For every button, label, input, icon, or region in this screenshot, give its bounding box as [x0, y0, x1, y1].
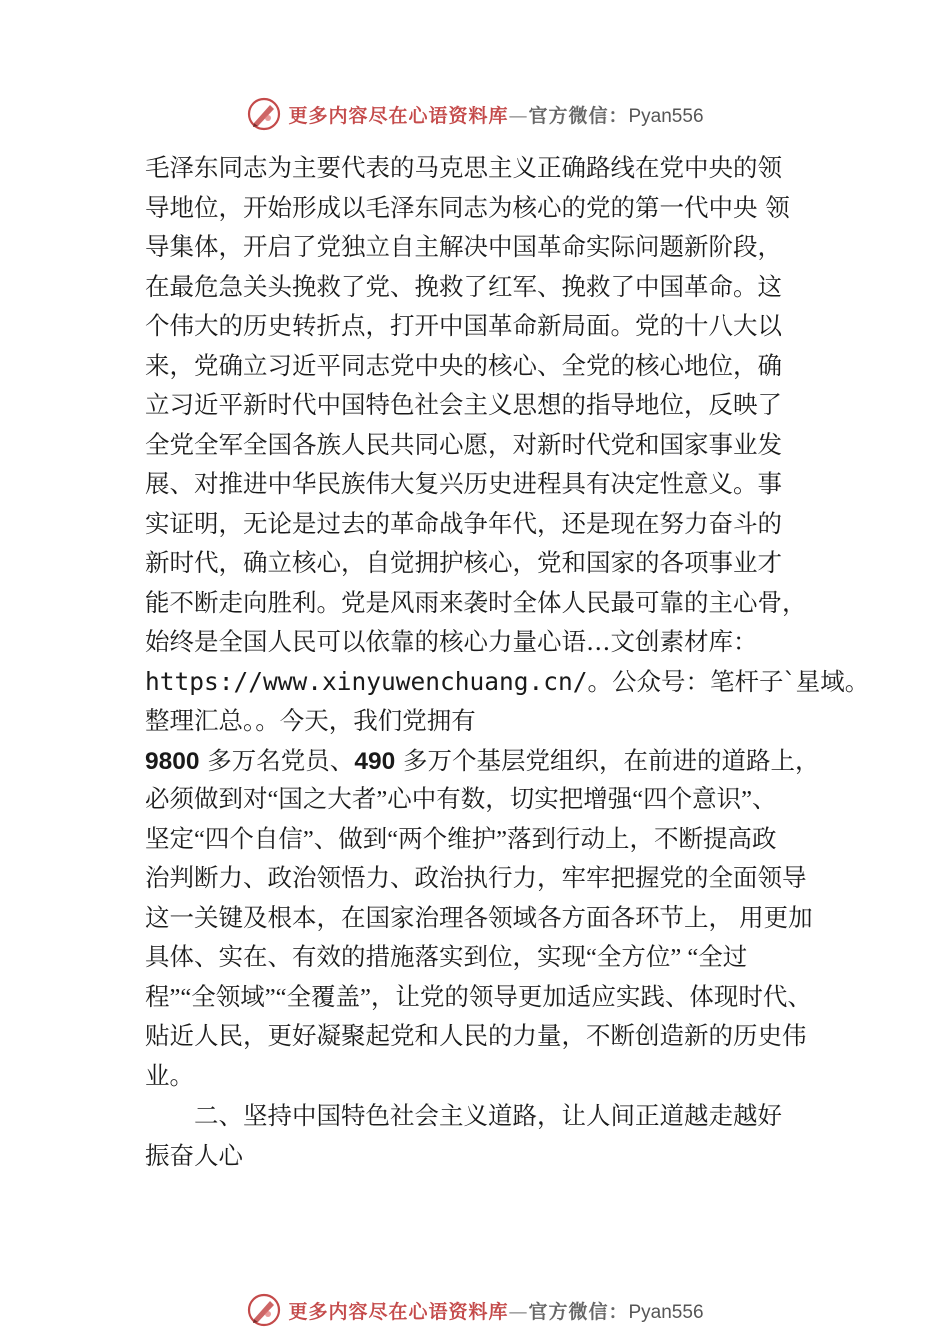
member-count: 9800	[145, 747, 200, 775]
text-line: 业。	[145, 1062, 194, 1090]
text-line: 这一关键及根本，在国家治理各领域各方面各环节上， 用更加	[145, 904, 813, 932]
header-banner	[0, 92, 950, 136]
text-line: 始终是全国人民可以依靠的核心力量心语…文创素材库：	[145, 627, 758, 656]
header-account: Pyan556	[628, 105, 704, 127]
text-line: 来，党确立习近平同志党中央的核心、全党的核心地位，确	[145, 350, 782, 380]
text-line: 整理汇总。。今天，我们党拥有	[145, 706, 476, 735]
text-line: 立习近平新时代中国特色社会主义思想的指导地位，反映了	[145, 390, 782, 419]
pen-logo-icon	[246, 96, 282, 132]
text-line: 展、对推进中华民族伟大复兴历史进程具有决定性意义。事	[145, 469, 782, 498]
text-line: 坚定“四个自信”、做到“两个维护”落到行动上，不断提高政	[145, 825, 777, 853]
source-url: https://www.xinyuwenchuang.cn/	[145, 666, 588, 696]
footer-text	[288, 1297, 703, 1324]
header-label: 官方微信：	[528, 104, 629, 127]
text-line: 振奋人心	[145, 1140, 243, 1170]
text-line: 能不断走向胜利。党是风雨来袭时全体人民最可靠的主心骨，	[145, 587, 807, 617]
header-separator: —	[508, 104, 529, 127]
text-line: 毛泽东同志为主要代表的马克思主义正确路线在党中央的领	[145, 153, 782, 182]
pen-logo-icon	[246, 1292, 282, 1328]
text-line: 新时代，确立核心，自觉拥护核心，党和国家的各项事业才	[145, 548, 782, 577]
header-text	[288, 101, 703, 128]
text-line: 二、坚持中国特色社会主义道路，让人间正道越走越好	[145, 1101, 782, 1130]
numbers-text-2: 多万个基层党组织，在前进的道路上，	[395, 745, 820, 775]
text-line: 贴近人民，更好凝聚起党和人民的力量，不断创造新的历史伟	[145, 1023, 807, 1050]
text-line: 程”“全领域”“全覆盖”，让党的领导更加适应实践、体现时代、	[145, 983, 812, 1011]
footer-account: Pyan556	[628, 1301, 704, 1323]
org-count: 490	[354, 747, 396, 775]
footer-separator: —	[508, 1300, 529, 1323]
text-line: 治判断力、政治领悟力、政治执行力，牢牢把握党的全面领导	[145, 865, 807, 892]
url-line	[145, 662, 870, 702]
paragraph-part-2	[145, 780, 835, 1096]
section-heading	[145, 1096, 835, 1175]
text-line: 必须做到对“国之大者”心中有数，切实把增强“四个意识”、	[145, 786, 777, 813]
header-site-name: 更多内容尽在心语资料库	[288, 104, 509, 127]
numbers-text-1: 多万名党员、	[199, 745, 355, 775]
numbers-line	[145, 741, 835, 781]
text-line: 导地位，开始形成以毛泽东同志为核心的党的第一代中央 领	[145, 192, 790, 222]
document-body	[145, 148, 870, 1175]
footer-banner	[0, 1288, 950, 1332]
text-line: 具体、实在、有效的措施落实到位，实现“全方位” “全过	[145, 944, 748, 971]
footer-label: 官方微信：	[528, 1300, 629, 1323]
url-line-rest: 。公众号：笔杆子`星域。	[587, 666, 870, 696]
footer-site-name: 更多内容尽在心语资料库	[288, 1300, 509, 1323]
text-line: 全党全军全国各族人民共同心愿，对新时代党和国家事业发	[145, 429, 782, 459]
text-line: 个伟大的历史转折点，打开中国革命新局面。党的十八大以	[145, 311, 782, 340]
text-line: 在最危急关头挽救了党、挽救了红军、挽救了中国革命。这	[145, 271, 782, 301]
text-line: 导集体，开启了党独立自主解决中国革命实际问题新阶段，	[145, 232, 782, 261]
text-line: 实证明，无论是过去的革命战争年代，还是现在努力奋斗的	[145, 508, 782, 538]
paragraph-part-1	[145, 148, 835, 662]
